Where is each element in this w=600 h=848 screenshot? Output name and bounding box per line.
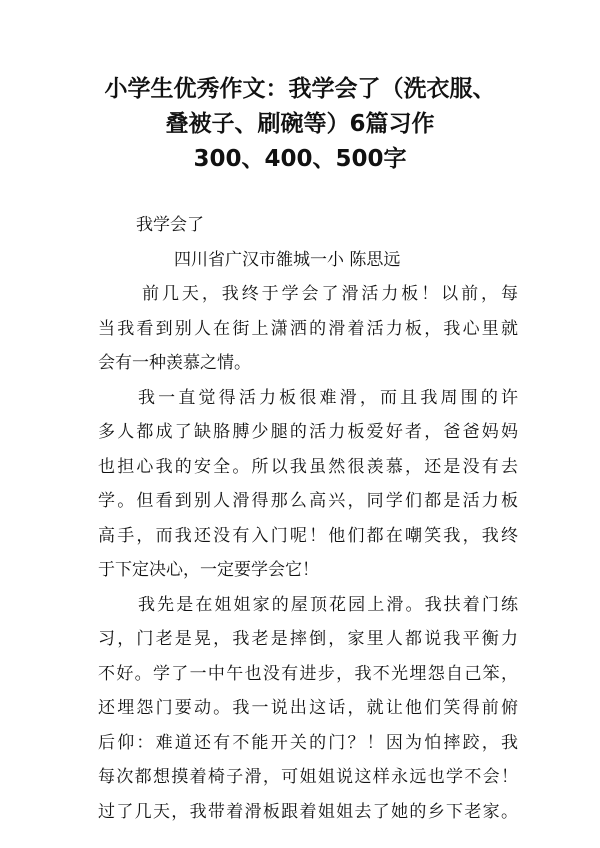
paragraph-line: 前几天，我终于学会了滑活力板！以前，每 — [142, 284, 518, 304]
paragraph-line: 于下定决心，一定要学会它！ — [98, 560, 319, 580]
title-line-2: 叠被子、刷碗等）6篇习作 — [165, 111, 435, 137]
document-title — [40, 72, 560, 177]
title-line-3: 300、400、500字 — [193, 146, 407, 172]
paragraph-line: 我一直觉得活力板很难滑，而且我周围的许 — [138, 387, 518, 408]
paragraph-line: 高手，而我还没有入门呢！他们都在嘲笑我，我终 — [98, 525, 518, 546]
paragraph-line: 习，门老是晃，我老是摔倒，家里人都说我平衡力 — [98, 629, 518, 649]
paragraph-line: 我先是在姐姐家的屋顶花园上滑。我扶着门练 — [138, 594, 518, 615]
paragraph-line: 也担心我的安全。所以我虽然很羡慕，还是没有去 — [98, 456, 518, 477]
essay-title: 我学会了 — [136, 215, 204, 235]
title-line-1: 小学生优秀作文：我学会了（洗衣服、 — [104, 76, 496, 102]
paragraph-line: 过了几天，我带着滑板跟着姐姐去了她的乡下老家。 — [98, 801, 518, 822]
paragraph-line: 每次都想摸着椅子滑，可姐姐说这样永远也学不会！ — [98, 767, 518, 787]
paragraph-line: 不好。学了一中午也没有进步，我不光埋怨自己笨， — [98, 663, 518, 684]
paragraph-line: 还埋怨门要动。我一说出这话，就让他们笑得前俯 — [98, 698, 518, 718]
essay-author: 四川省广汉市雒城一小 陈思远 — [174, 249, 401, 270]
paragraph-line: 当我看到别人在街上潇洒的滑着活力板，我心里就 — [98, 318, 518, 339]
paragraph-line: 会有一种羡慕之情。 — [98, 353, 251, 373]
paragraph-line: 后仰：难道还有不能开关的门？！因为怕摔跤，我 — [98, 732, 518, 753]
paragraph-line: 学。但看到别人滑得那么高兴，同学们都是活力板 — [98, 491, 518, 511]
essay-body — [98, 208, 518, 829]
paragraph-line: 多人都成了缺胳膊少腿的活力板爱好者，爸爸妈妈 — [98, 422, 518, 442]
